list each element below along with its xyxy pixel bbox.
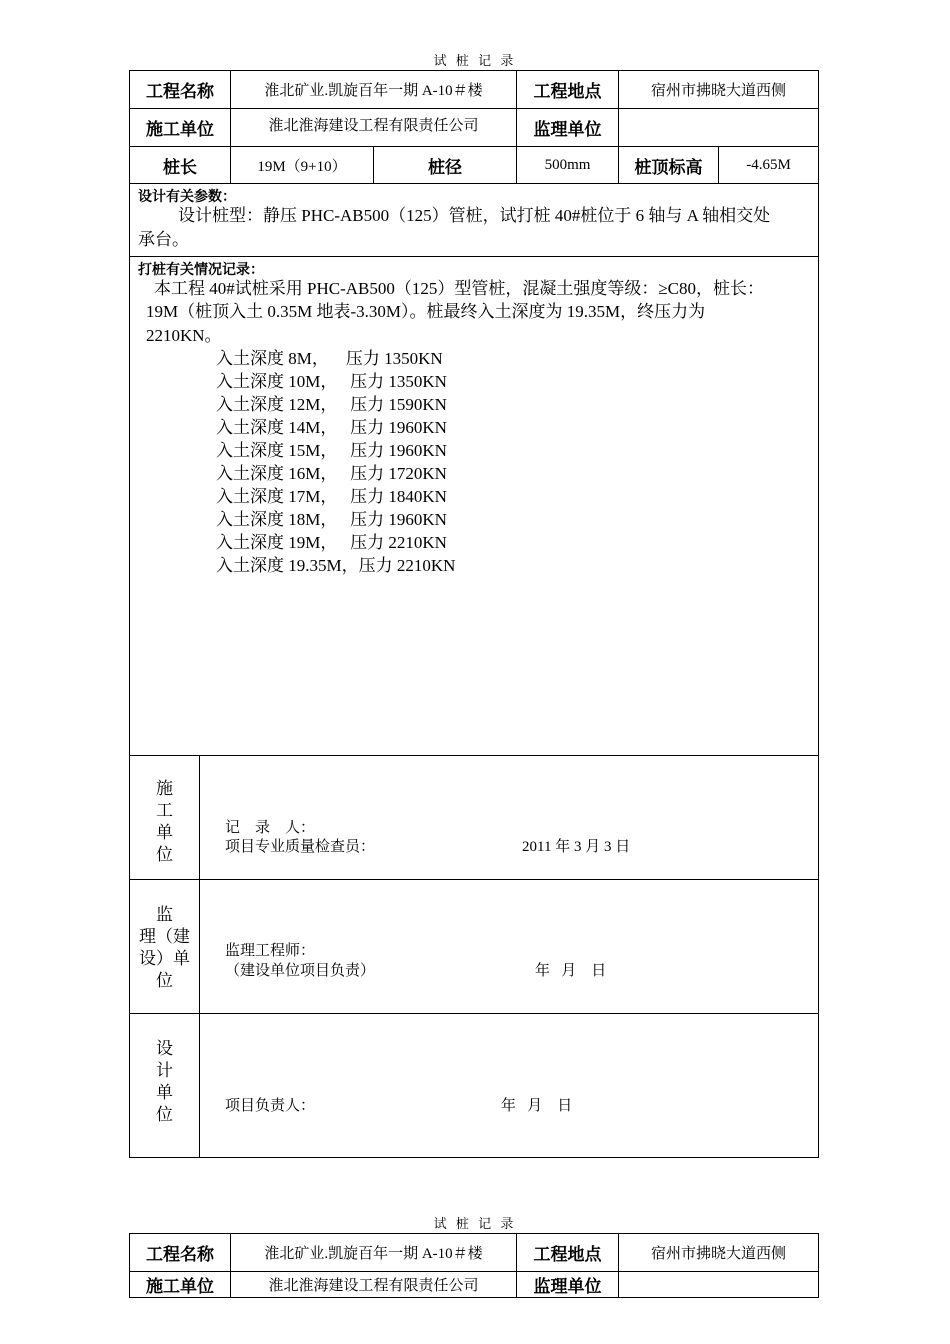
construction-unit-side-label: 施 工 单 位 bbox=[156, 779, 173, 864]
supervision-unit-value bbox=[619, 109, 818, 146]
project-name-value: 淮北矿业.凯旋百年一期 A-10＃楼 bbox=[264, 1246, 483, 1262]
design-date: 年 月 日 bbox=[501, 1098, 573, 1114]
construction-unit-label: 施工单位 bbox=[146, 120, 214, 140]
supervision-unit-label: 监理单位 bbox=[533, 120, 602, 140]
piling-record-line: 19M（桩顶入土 0.35M 地表-3.30M）。桩最终入土深度为 19.35M，终压力为 bbox=[146, 302, 706, 321]
project-location-label: 工程地点 bbox=[533, 82, 602, 102]
design-unit-side-label: 设 计 单 位 bbox=[156, 1039, 173, 1124]
supervision-unit-label: 监理单位 bbox=[533, 1277, 602, 1297]
depth-pressure-list bbox=[216, 347, 455, 577]
project-name-value: 淮北矿业.凯旋百年一期 A-10＃楼 bbox=[264, 83, 483, 99]
pile-length-label: 桩长 bbox=[163, 157, 197, 178]
pile-top-elevation-value: -4.65M bbox=[746, 156, 791, 173]
design-params-heading: 设计有关参数： bbox=[138, 189, 236, 205]
piling-record-line: 本工程 40#试桩采用 PHC-AB500（125）型管桩，混凝土强度等级：≥C80，桩长： bbox=[154, 279, 765, 298]
list-item: 入土深度 12M， 压力 1590KN bbox=[216, 395, 447, 414]
piling-record-heading: 打桩有关情况记录： bbox=[138, 262, 264, 278]
row-divider bbox=[129, 755, 819, 756]
supervision-unit-side-label: 监 理（建 设）单 位 bbox=[139, 905, 190, 990]
supervision-engineer-label: 监理工程师： bbox=[225, 943, 316, 959]
quality-inspector-label: 项目专业质量检查员： bbox=[225, 839, 376, 855]
list-item: 入土深度 15M， 压力 1960KN bbox=[216, 441, 447, 460]
construction-unit-value: 淮北淮海建设工程有限责任公司 bbox=[268, 117, 479, 134]
owner-representative-label: （建设单位项目负责） bbox=[225, 963, 376, 979]
design-params-line: 设计桩型：静压 PHC-AB500（125）管桩，试打桩 40#桩位于 6 轴与 A 轴相交处 bbox=[178, 206, 771, 225]
project-leader-label: 项目负责人： bbox=[225, 1098, 316, 1114]
table-border-right bbox=[818, 1233, 819, 1298]
recorder-label: 记 录 人： bbox=[225, 820, 316, 836]
pile-top-elevation-label: 桩顶标高 bbox=[634, 157, 703, 178]
project-name-label: 工程名称 bbox=[146, 82, 214, 102]
page-title: 试 桩 记 录 bbox=[433, 53, 517, 68]
table-border-right bbox=[818, 70, 819, 1158]
table-border-bottom bbox=[129, 1297, 819, 1298]
construction-unit-label: 施工单位 bbox=[146, 1277, 214, 1297]
design-params-line: 承台。 bbox=[138, 230, 189, 249]
project-location-value: 宿州市拂晓大道西侧 bbox=[650, 83, 786, 99]
pile-length-value: 19M（9+10） bbox=[257, 158, 347, 175]
piling-record-line: 2210KN。 bbox=[146, 326, 222, 345]
row-divider bbox=[129, 879, 819, 880]
row-divider bbox=[129, 256, 819, 257]
pile-diameter-label: 桩径 bbox=[428, 157, 462, 178]
list-item: 入土深度 16M， 压力 1720KN bbox=[216, 464, 447, 483]
list-item: 入土深度 18M， 压力 1960KN bbox=[216, 510, 447, 529]
row-divider bbox=[129, 1013, 819, 1014]
list-item: 入土深度 19.35M，压力 2210KN bbox=[216, 556, 456, 575]
project-location-value: 宿州市拂晓大道西侧 bbox=[650, 1246, 786, 1262]
project-location-label: 工程地点 bbox=[533, 1245, 602, 1265]
supervision-unit-value bbox=[619, 1272, 818, 1297]
list-item: 入土深度 8M， 压力 1350KN bbox=[216, 349, 443, 368]
col-divider bbox=[199, 755, 200, 1157]
table-border-left bbox=[129, 70, 130, 1158]
page-title: 试 桩 记 录 bbox=[433, 1216, 517, 1231]
supervision-date: 年 月 日 bbox=[535, 963, 607, 979]
pile-diameter-value: 500mm bbox=[544, 156, 591, 173]
list-item: 入土深度 17M， 压力 1840KN bbox=[216, 487, 447, 506]
list-item: 入土深度 14M， 压力 1960KN bbox=[216, 418, 447, 437]
list-item: 入土深度 10M， 压力 1350KN bbox=[216, 372, 447, 391]
table-border-bottom bbox=[129, 1157, 819, 1158]
list-item: 入土深度 19M， 压力 2210KN bbox=[216, 533, 447, 552]
project-name-label: 工程名称 bbox=[146, 1245, 214, 1265]
construction-date: 2011 年 3 月 3 日 bbox=[522, 839, 631, 855]
construction-unit-value: 淮北淮海建设工程有限责任公司 bbox=[268, 1278, 479, 1294]
row-divider bbox=[129, 183, 819, 184]
